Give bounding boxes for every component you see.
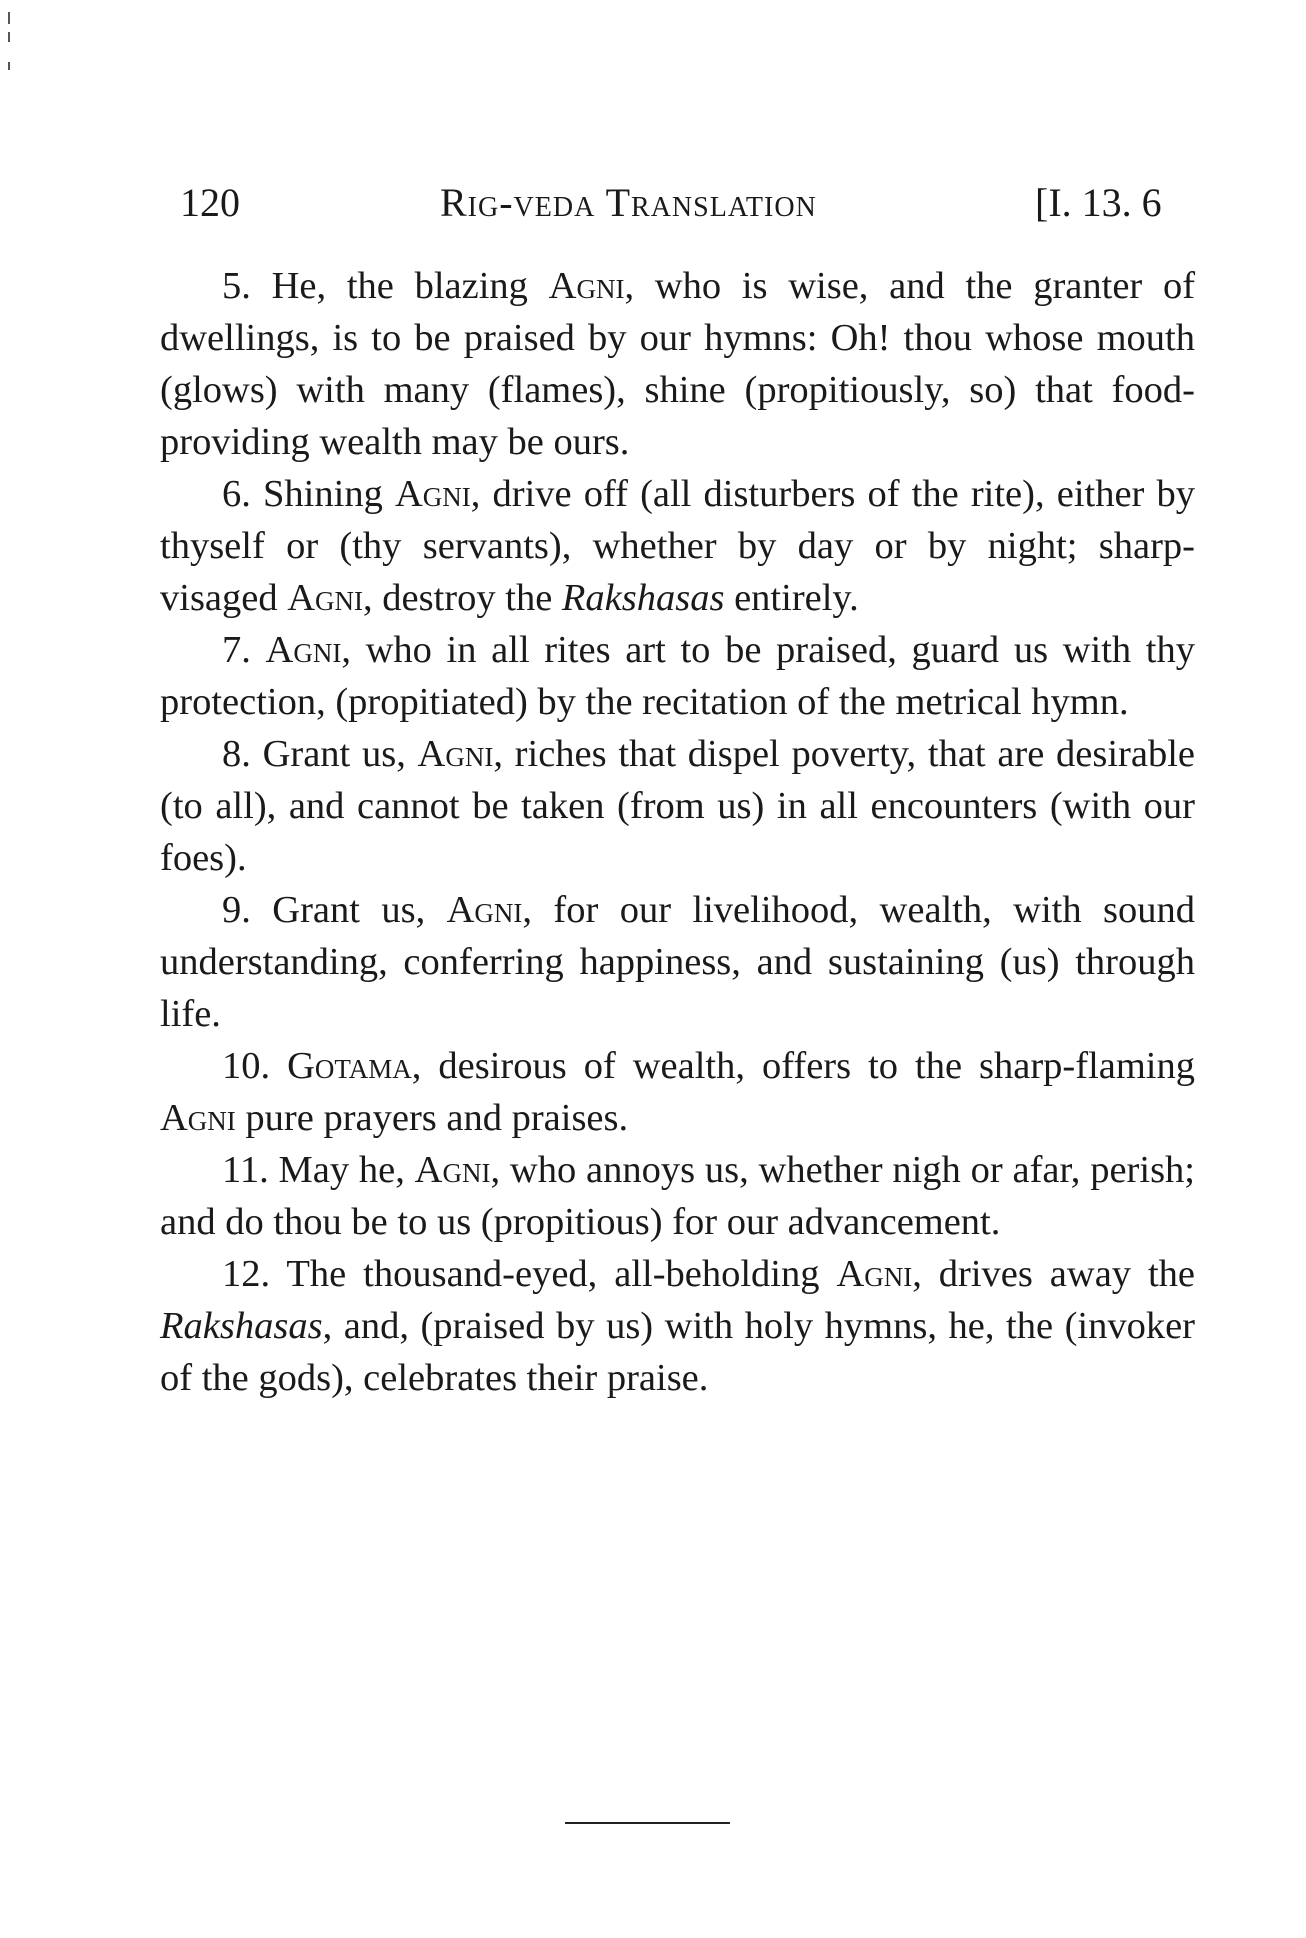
verse-text: , riches that dispel poverty, that are desirable (to all), and cannot be taken (from us) in all encounters (with our foes). [160, 733, 1195, 879]
scan-artifact-mark [8, 62, 10, 70]
verse-number: 8. [222, 733, 251, 775]
verse-text: May he, [278, 1149, 415, 1191]
verse-text: , for our livelihood, wealth, with sound understanding, conferring happiness, and sustaining (us) through life. [160, 889, 1196, 1035]
deity-name: Agni [417, 733, 494, 775]
verse-7 [160, 624, 1195, 728]
deity-name: Agni [548, 265, 625, 307]
deity-name: Agni [836, 1253, 913, 1295]
deity-name: Agni [160, 1097, 236, 1139]
verse-number: 11. [222, 1149, 269, 1191]
verse-text: , destroy the [363, 577, 562, 619]
verse-11 [160, 1144, 1195, 1248]
sage-name: Gotama [287, 1045, 412, 1087]
verse-9 [160, 884, 1195, 1040]
verse-8 [160, 728, 1195, 884]
deity-name: Agni [287, 577, 364, 619]
verse-text: Grant us, [262, 733, 418, 775]
verse-10 [160, 1040, 1195, 1144]
verse-number: 5. [222, 265, 251, 307]
verse-text: , who annoys us, whether nigh or afar, perish; and do thou be to us (propitious) for our advancement. [160, 1149, 1195, 1243]
verse-text: , desirous of wealth, offers to the sharp-flaming [411, 1045, 1196, 1087]
verse-number: 7. [222, 629, 251, 671]
page-number: 120 [180, 180, 240, 225]
verse-text: , who is wise, and the granter of dwellings, is to be praised by our hymns: Oh! thou whose mouth (glows) with many (flames), shine (propitiously, so) that food-providing wealth may be ours. [160, 265, 1196, 463]
deity-name: Agni [446, 889, 523, 931]
verse-number: 6. [222, 473, 251, 515]
verse-text: , drives away the [912, 1253, 1195, 1295]
scan-artifact-mark [8, 12, 10, 24]
verse-text: The thousand-eyed, all-beholding [286, 1253, 837, 1295]
verse-5 [160, 260, 1195, 468]
verse-text: Grant us, [272, 889, 447, 931]
verse-text: , drive off (all disturbers of the rite), either by thyself or (thy servants), whether by day or by night; sharp-visaged [160, 473, 1195, 619]
verse-number: 10. [222, 1045, 271, 1087]
page-header [180, 178, 1180, 228]
italic-term: Rakshasas [561, 577, 725, 619]
verse-text: He, the blazing [271, 265, 549, 307]
deity-name: Agni [394, 473, 471, 515]
verse-12 [160, 1248, 1195, 1404]
scan-artifact-mark [8, 32, 10, 42]
verse-number: 12. [222, 1253, 271, 1295]
italic-term: Rakshasas [160, 1305, 323, 1347]
verse-text: Shining [263, 473, 395, 515]
verse-text: , who in all rites art to be praised, guard us with thy protection, (propitiated) by the recitation of the metrical hymn. [160, 629, 1195, 723]
verse-reference: [I. 13. 6 [1035, 180, 1162, 225]
section-end-rule [565, 1822, 730, 1824]
verse-text: , and, (praised by us) with holy hymns, he, the (invoker of the gods), celebrates their praise. [160, 1305, 1195, 1399]
deity-name: Agni [265, 629, 342, 671]
deity-name: Agni [414, 1149, 491, 1191]
verse-number: 9. [222, 889, 251, 931]
verse-text: pure prayers and praises. [235, 1097, 629, 1139]
verse-6 [160, 468, 1195, 624]
verse-text: entirely. [724, 577, 859, 619]
page-body [160, 260, 1195, 1404]
running-title: Rig-veda Translation [440, 180, 817, 225]
